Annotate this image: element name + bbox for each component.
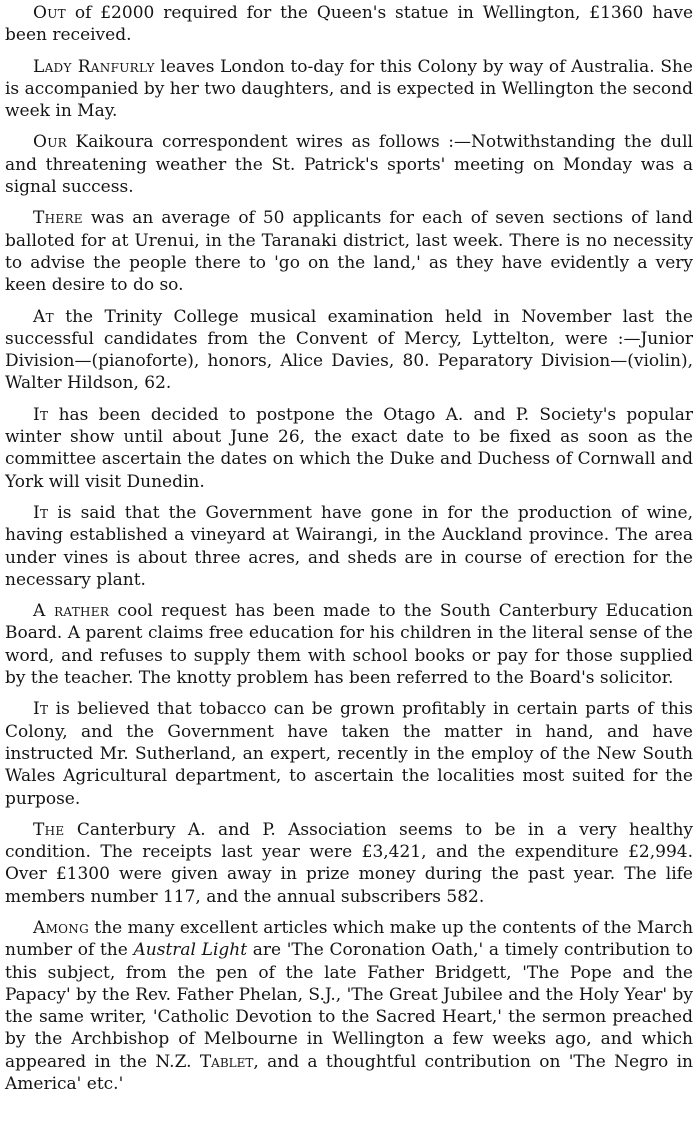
news-paragraph-trinity bbox=[5, 306, 693, 395]
paragraph-body: cool request has been made to the South Canterbury Education Board. A parent claims free education for his children in the literal sense of the word, and refuses to supply them with school books or pay for those supplied by the teacher. The knotty problem has been referred to the Board's solicitor. bbox=[5, 601, 693, 689]
paragraph-body: of £2000 required for the Queen's statue in Wellington, £1360 have been received. bbox=[5, 3, 693, 46]
news-paragraph-kaikoura bbox=[5, 131, 693, 198]
news-paragraph-statue bbox=[5, 2, 693, 47]
paragraph-lead: It bbox=[33, 404, 49, 425]
paragraph-body: the Trinity College musical examination held in November last the successful candidates from the Convent of Mercy, Lyttelton, were :—Junior Division—(pianoforte), honors, Alice Davies, 80. Peparatory Division—(violin), Walter Hildson, 62. bbox=[5, 306, 693, 394]
paragraph-lead: Lady Ranfurly bbox=[33, 56, 155, 77]
publication-name: Tablet bbox=[199, 1051, 254, 1072]
news-paragraph-austral-light bbox=[5, 917, 693, 1095]
paragraph-body: is believed that tobacco can be grown profitably in certain parts of this Colony, and the Government have taken the matter in hand, and have instructed Mr. Sutherland, an expert, recently in the employ of the New South Wales Agricultural department, to ascertain the localities most suited for the purpose. bbox=[5, 699, 693, 809]
paragraph-body: , and a thoughtful contribution on 'The Negro in America' etc.' bbox=[5, 1051, 693, 1095]
paragraph-lead: Our bbox=[33, 132, 67, 153]
news-paragraph-otago-show bbox=[5, 404, 693, 493]
news-paragraph-tobacco bbox=[5, 698, 693, 809]
news-paragraph-education-board bbox=[5, 600, 693, 689]
news-paragraph-vineyard bbox=[5, 502, 693, 591]
paragraph-body: has been decided to postpone the Otago A. and P. Society's popular winter show until about June 26, the exact date to be fixed as soon as the committee ascertain the dates on which the Duke and Duchess of Cornwall and York will visit Dunedin. bbox=[5, 404, 693, 492]
paragraph-body: leaves London to-day for this Colony by way of Australia. She is accompanied by her two daughters, and is expected in Wellington the second week in May. bbox=[5, 56, 693, 122]
paragraph-body: Kaikoura correspondent wires as follows :—Notwithstanding the dull and threatening weather the St. Patrick's sports' meeting on Monday was a signal success. bbox=[5, 132, 693, 198]
paragraph-lead: It bbox=[33, 699, 49, 720]
news-paragraph-urenui bbox=[5, 207, 693, 296]
paragraph-lead: There bbox=[33, 208, 83, 229]
paragraph-lead: The bbox=[33, 819, 65, 840]
paragraph-lead: It bbox=[33, 502, 49, 523]
publication-title: Austral Light bbox=[133, 940, 248, 961]
news-column bbox=[5, 2, 693, 1104]
paragraph-body: the many excellent articles which make up the contents of the March number of the bbox=[5, 917, 694, 961]
paragraph-body: Canterbury A. and P. Association seems to be in a very healthy condition. The receipts last year were £3,421, and the expenditure £2,994. Over £1300 were given away in prize money during the past year. The life members number 117, and the annual subscribers 582. bbox=[5, 819, 693, 907]
paragraph-lead: Out bbox=[33, 3, 66, 23]
news-paragraph-ranfurly bbox=[5, 56, 693, 123]
paragraph-body: is said that the Government have gone in for the production of wine, having established a vineyard at Wairangi, in the Auckland province. The area under vines is about three acres, and sheds are in course of erection for the necessary plant. bbox=[5, 502, 693, 590]
paragraph-lead: A rather bbox=[33, 601, 110, 622]
paragraph-body: are 'The Coronation Oath,' a timely contribution to this subject, from the pen of the late Father Bridgett, 'The Pope and the Papacy' by the Rev. Father Phelan, S.J., 'The Great Jubilee and the Holy Year' by the same writer, 'Catholic Devotion to the Sacred Heart,' the sermon preached by the Archbishop of Melbourne in Wellington a few weeks ago, and which appeared in the N.Z. bbox=[5, 940, 693, 1072]
news-paragraph-canterbury-association bbox=[5, 819, 693, 908]
paragraph-body: was an average of 50 applicants for each of seven sections of land balloted for at Urenui, in the Taranaki district, last week. There is no necessity to advise the people there to 'go on the land,' as they have evidently a very keen desire to do so. bbox=[5, 208, 693, 296]
paragraph-lead: At bbox=[33, 306, 54, 327]
paragraph-lead: Among bbox=[33, 917, 89, 938]
